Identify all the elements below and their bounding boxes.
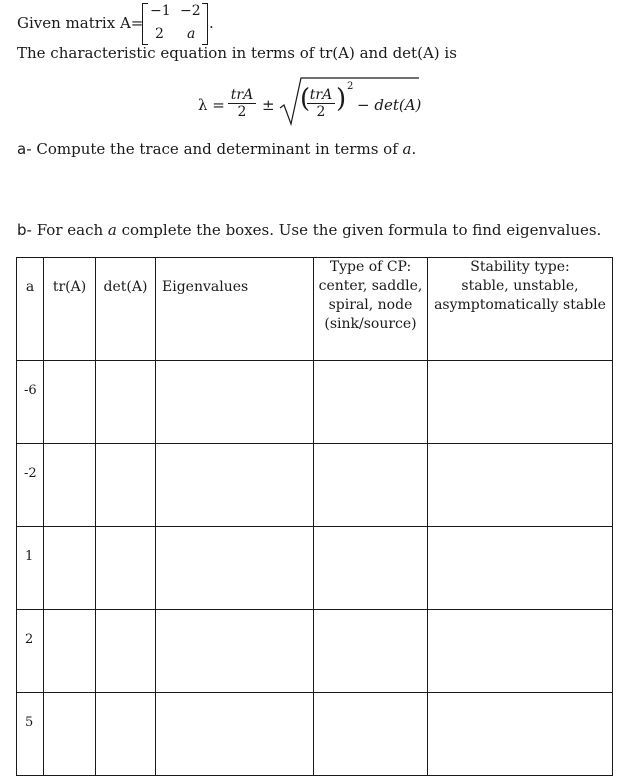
char-eq-sentence: The characteristic equation in terms of tr(A) and det(A) is <box>17 44 457 62</box>
stability-cell[interactable] <box>428 361 613 444</box>
part-a-end: . <box>411 140 417 158</box>
formula-fraction-2-num: trA <box>309 87 333 103</box>
matrix-a12: −2 <box>180 3 201 19</box>
row-a-value: -2 <box>24 466 37 481</box>
table-row <box>17 527 613 610</box>
answer-table <box>16 257 613 776</box>
header-trace: tr(A) <box>44 258 96 361</box>
part-a-label: a- <box>17 140 32 158</box>
determinant-cell[interactable] <box>96 361 156 444</box>
formula-fraction-1-den: 2 <box>237 104 247 120</box>
part-b-text-2: complete the boxes. Use the given formula to find eigenvalues. <box>116 221 602 239</box>
formula-fraction-1 <box>228 87 256 120</box>
header-cp-line-4: (sink/source) <box>324 316 417 332</box>
part-b-question <box>17 221 601 239</box>
row-a-value-cell <box>17 610 44 693</box>
formula-fraction-1-num: trA <box>230 87 254 103</box>
header-stability-line-3: asymptomatically stable <box>434 297 606 313</box>
matrix-left-bracket <box>142 3 148 45</box>
header-cp-line-2: center, saddle, <box>318 278 423 294</box>
cp-type-cell[interactable] <box>314 610 428 693</box>
table-header-row <box>17 258 613 361</box>
header-cp-type <box>314 258 428 361</box>
matrix-right-bracket <box>202 3 208 45</box>
trace-cell[interactable] <box>44 444 96 527</box>
part-a-text: Compute the trace and determinant in terms of <box>31 140 403 158</box>
header-cp-line-1: Type of CP: <box>329 259 412 275</box>
trace-cell[interactable] <box>44 610 96 693</box>
trace-cell[interactable] <box>44 361 96 444</box>
formula-left-paren: ( <box>300 84 311 114</box>
matrix-period: . <box>209 14 214 32</box>
matrix-a11: −1 <box>150 3 171 19</box>
determinant-cell[interactable] <box>96 444 156 527</box>
row-a-value-cell <box>17 527 44 610</box>
part-a-question <box>17 140 416 158</box>
part-b-text-1: For each <box>31 221 108 239</box>
stability-cell[interactable] <box>428 693 613 776</box>
cp-type-cell[interactable] <box>314 527 428 610</box>
formula-fraction-2-den: 2 <box>316 104 326 120</box>
header-determinant: det(A) <box>96 258 156 361</box>
stability-cell[interactable] <box>428 444 613 527</box>
eigenvalues-cell[interactable] <box>156 527 314 610</box>
part-b-var: a <box>107 221 117 239</box>
determinant-cell[interactable] <box>96 527 156 610</box>
formula-fraction-2 <box>307 87 335 120</box>
eigenvalues-cell[interactable] <box>156 693 314 776</box>
row-a-value: 5 <box>25 715 34 730</box>
header-cp-line-3: spiral, node <box>328 297 413 313</box>
row-a-value: 2 <box>25 632 34 647</box>
row-a-value: -6 <box>24 383 37 398</box>
formula-plus-minus: ± <box>262 96 275 114</box>
stability-cell[interactable] <box>428 527 613 610</box>
formula-right-paren: ) <box>336 84 347 114</box>
row-a-value: 1 <box>25 549 34 564</box>
matrix-a21: 2 <box>155 26 164 42</box>
eigenvalues-cell[interactable] <box>156 610 314 693</box>
header-a: a <box>17 258 44 361</box>
table-row <box>17 610 613 693</box>
stability-cell[interactable] <box>428 610 613 693</box>
trace-cell[interactable] <box>44 693 96 776</box>
matrix-a22: a <box>187 26 196 42</box>
header-eigenvalues: Eigenvalues <box>156 258 314 361</box>
cp-type-cell[interactable] <box>314 693 428 776</box>
table-row <box>17 361 613 444</box>
row-a-value-cell <box>17 444 44 527</box>
header-stability-line-1: Stability type: <box>470 259 570 275</box>
table-row <box>17 693 613 776</box>
formula-exponent: 2 <box>347 81 354 92</box>
row-a-value-cell <box>17 693 44 776</box>
given-matrix-label: Given matrix A= <box>17 14 144 32</box>
part-b-label: b- <box>17 221 32 239</box>
determinant-cell[interactable] <box>96 693 156 776</box>
header-stability <box>428 258 613 361</box>
part-a-var: a <box>402 140 412 158</box>
cp-type-cell[interactable] <box>314 444 428 527</box>
header-stability-line-2: stable, unstable, <box>461 278 579 294</box>
row-a-value-cell <box>17 361 44 444</box>
determinant-cell[interactable] <box>96 610 156 693</box>
trace-cell[interactable] <box>44 527 96 610</box>
table-row <box>17 444 613 527</box>
eigenvalues-cell[interactable] <box>156 361 314 444</box>
formula-lambda: λ = <box>198 96 225 114</box>
cp-type-cell[interactable] <box>314 361 428 444</box>
eigenvalues-cell[interactable] <box>156 444 314 527</box>
formula-minus-det: − det(A) <box>357 96 422 114</box>
